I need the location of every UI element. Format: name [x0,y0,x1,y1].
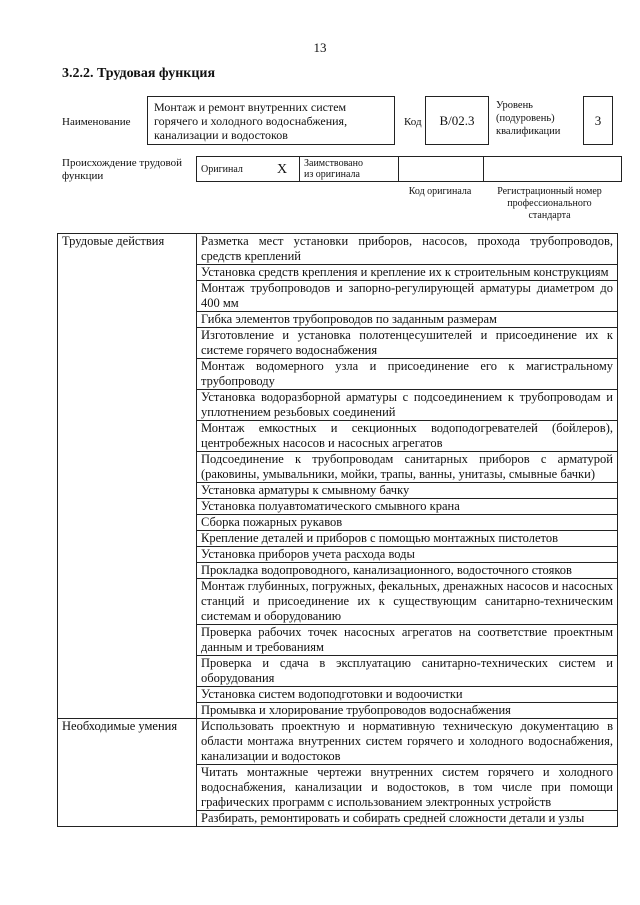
name-label: Наименование [62,116,131,128]
required-skills-label: Необходимые умения [58,719,197,827]
labor-action-item: Подсоединение к трубопроводам санитарных приборов с арматурой (раковины, умывальники, мойки, трапы, ванны, унитазы, смывные бачки) [197,452,618,483]
skill-item: Использовать проектную и нормативную техническую документацию в области монтажа внутренних систем горячего и холодного водоснабжения, канализации и водостоков [197,719,618,765]
page-number: 13 [313,40,327,55]
labor-action-item: Прокладка водопроводного, канализационного, водосточного стояков [197,563,618,579]
borrowed-label [300,157,399,182]
level-label-line-3: квалификации [496,126,561,137]
skill-item: Разбирать, ремонтировать и собирать средней сложности детали и узлы [197,811,618,827]
function-name-box: Монтаж и ремонт внутренних систем горячего и холодного водоснабжения, канализации и водостоков [147,96,395,145]
labor-action-item: Монтаж глубинных, погружных, фекальных, дренажных насосов и насосных станций и присоединение их к существующим санитарно-техническим системам и оборудованию [197,579,618,625]
section-title: 3.2.2. Трудовая функция [62,66,216,81]
level-label [496,99,560,138]
table-row [58,234,618,265]
origin-table [196,156,622,182]
reg-number-caption-line-3: стандарта [528,210,571,221]
borrowed-label-line-2: из оригинала [304,169,360,180]
labor-action-item: Разметка мест установки приборов, насосов, прохода трубопроводов, средств креплений [197,234,618,265]
reg-number-caption-line-2: профессионального [507,198,592,209]
labor-action-item: Проверка рабочих точек насосных агрегатов на соответствие проектным данным и требованиям [197,625,618,656]
labor-action-item: Изготовление и установка полотенцесушителей и присоединение их к системе горячего водоснабжения [197,328,618,359]
main-table [57,233,618,827]
code-value-box: В/02.3 [425,96,489,145]
code-original-caption: Код оригинала [408,186,472,197]
labor-action-item: Монтаж водомерного узла и присоединение его к магистральному трубопроводу [197,359,618,390]
labor-action-item: Сборка пожарных рукавов [197,515,618,531]
labor-action-item: Монтаж трубопроводов и запорно-регулирующей арматуры диаметром до 400 мм [197,281,618,312]
labor-action-item: Крепление деталей и приборов с помощью монтажных пистолетов [197,531,618,547]
level-label-line-1: Уровень [496,100,533,111]
code-original-cell [399,157,484,182]
reg-number-caption-line-1: Регистрационный номер [497,186,602,197]
skill-item: Читать монтажные чертежи внутренних систем горячего и холодного водоснабжения, канализации и водостоков, в том числе при помощи графических программ с использованием электронных устройств [197,765,618,811]
labor-action-item: Установка средств крепления и крепление их к строительным конструкциям [197,265,618,281]
labor-action-item: Монтаж емкостных и секционных водоподогревателей (бойлеров), центробежных насосов и насосных агрегатов [197,421,618,452]
origin-label [62,157,182,183]
labor-actions-label: Трудовые действия [58,234,197,719]
reg-number-caption [482,186,617,222]
labor-action-item: Гибка элементов трубопроводов по заданным размерам [197,312,618,328]
origin-label-line-2: функции [62,170,104,182]
origin-label-line-1: Происхождение трудовой [62,157,183,169]
level-label-line-2: (подуровень) [496,113,555,124]
labor-action-item: Установка водоразборной арматуры с подсоединением к трубопроводам и уплотнением резьбовых соединений [197,390,618,421]
table-row [58,719,618,765]
reg-number-cell [484,157,622,182]
original-mark: X [265,157,300,182]
code-label: Код [404,116,422,128]
labor-action-item: Проверка и сдача в эксплуатацию санитарно-технических систем и оборудования [197,656,618,687]
labor-action-item: Установка систем водоподготовки и водоочистки [197,687,618,703]
level-value-box: 3 [583,96,613,145]
labor-action-item: Установка приборов учета расхода воды [197,547,618,563]
labor-action-item: Установка арматуры к смывному бачку [197,483,618,499]
labor-action-item: Промывка и хлорирование трубопроводов водоснабжения [197,703,618,719]
borrowed-label-line-1: Заимствовано [304,158,363,169]
original-label: Оригинал [197,157,266,182]
labor-action-item: Установка полуавтоматического смывного крана [197,499,618,515]
